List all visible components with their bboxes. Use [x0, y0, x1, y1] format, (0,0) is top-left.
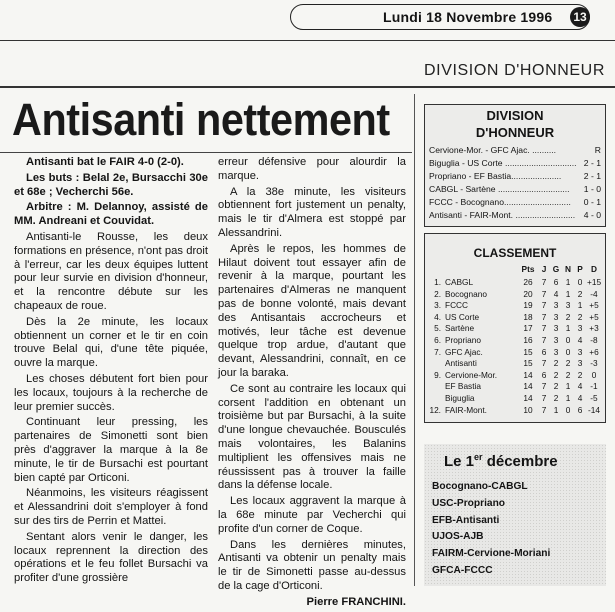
- standings-cell-g: 2: [553, 393, 559, 403]
- standings-cell-p: 6: [577, 404, 583, 415]
- article-paragraph: A la 38e minute, les visiteurs obtiennent fort justement un penalty, mais le tir d'Almera est stoppé par Alessandrini.: [218, 185, 406, 239]
- standings-cell-j: 7: [541, 323, 547, 334]
- standings-cell-j: 7: [541, 381, 547, 392]
- standings-cell-p: 2: [577, 311, 583, 322]
- page-number-badge: 13: [570, 7, 590, 27]
- standings-cell-d: +15: [587, 277, 602, 287]
- result-score: 4 - 0: [583, 210, 601, 220]
- results-title-line-1: DIVISION: [486, 108, 544, 123]
- article-column-2: [218, 156, 406, 612]
- standings-cell-n: 1: [565, 323, 571, 334]
- standings-cell-d: +3: [589, 323, 599, 334]
- section-title: DIVISION D'HONNEUR: [424, 62, 605, 79]
- standings-cell-pts: 15: [523, 346, 533, 357]
- standings-rank: 12.: [429, 404, 441, 415]
- standings-cell-j: 7: [541, 277, 547, 287]
- fixture-item: USC-Propriano: [432, 497, 506, 509]
- standings-header-cell: N: [565, 264, 571, 274]
- standings-cell-j: 7: [541, 404, 547, 415]
- standings-cell-pts: 19: [523, 300, 533, 311]
- standings-team: Propriano: [445, 335, 481, 345]
- standings-rank: 4.: [434, 311, 441, 322]
- standings-rank: 2.: [434, 288, 441, 299]
- results-title-line-2: D'HONNEUR: [475, 125, 555, 140]
- standings-header-cell: Pts: [521, 264, 535, 274]
- standings-rank: 1.: [434, 277, 441, 287]
- standings-rank: 6.: [434, 335, 441, 345]
- standings-cell-d: -14: [588, 404, 600, 415]
- standings-cell-p: 2: [577, 288, 583, 299]
- standings-rank: 9.: [434, 369, 441, 380]
- standings-cell-pts: 14: [523, 393, 533, 403]
- standings-cell-g: 3: [553, 335, 559, 345]
- article-paragraph: Antisanti-le Rousse, les deux formations en présence, n'ont pas droit à l'erreur, car les deux équipes luttent pour leur survie en division d'honneur, et la rencontre débute sur les chapeaux de roue.: [14, 230, 208, 312]
- article-paragraph: Sentant alors venir le danger, les locaux reprennent la direction des opérations et le feu follet Bursachi va profiter d'une grossière: [14, 530, 208, 585]
- result-score: 1 - 0: [583, 184, 601, 194]
- article-paragraph: Continuant leur pressing, les partenaires de Simonetti sont bien près d'aggraver la marque à la 8e minute, le tir de Bursachi est pourtant bien capté par Orticoni.: [14, 416, 208, 484]
- standings-cell-n: 1: [565, 277, 571, 287]
- standings-cell-g: 2: [553, 358, 559, 369]
- standings-cell-n: 1: [565, 393, 571, 403]
- standings-rank: 7.: [434, 346, 441, 357]
- standings-cell-n: 0: [565, 404, 571, 415]
- result-match: Propriano - EF Bastia.....................: [429, 171, 562, 181]
- standings-team: Antisanti: [445, 358, 477, 369]
- headline-rule: [0, 152, 412, 153]
- result-match: CABGL - Sartène ..............................: [429, 184, 570, 194]
- standings-cell-pts: 15: [523, 358, 533, 369]
- standings-team: Cervione-Mor.: [445, 369, 498, 380]
- header-rule: [0, 40, 615, 41]
- fixture-item: Bocognano-CABGL: [432, 481, 528, 492]
- standings-cell-p: 3: [577, 323, 583, 334]
- standings-cell-p: 3: [577, 358, 583, 369]
- next-round-title-sup: er: [474, 452, 483, 462]
- result-match: FCCC - Bocognano............................: [429, 197, 571, 207]
- standings-cell-n: 2: [565, 311, 571, 322]
- results-box: [424, 104, 606, 227]
- fixture-item: FAIRM-Cervione-Moriani: [432, 548, 551, 560]
- standings-team: CABGL: [445, 277, 474, 287]
- standings-team: FAIR-Mont.: [445, 404, 487, 415]
- standings-cell-p: 3: [577, 346, 583, 357]
- standings-cell-j: 7: [541, 335, 547, 345]
- standings-cell-pts: 26: [523, 277, 533, 287]
- next-round-title-suffix: décembre: [482, 453, 558, 470]
- fixture-item: UJOS-AJB: [432, 531, 484, 543]
- standings-cell-n: 1: [565, 381, 571, 392]
- standings-cell-g: 4: [553, 288, 559, 299]
- standings-cell-p: 4: [577, 381, 583, 392]
- result-match: Cervione-Mor. - GFC Ajac. ..........: [429, 145, 557, 155]
- standings-header-cell: G: [552, 264, 560, 274]
- article-paragraph: Ce sont au contraire les locaux qui corsent l'addition en obtenant un troisième but par Bursachi, à la suite d'une longue chevauchée. Bousculés mais volontaires, les Balanins multiplient les offensives mais ne réussissent pas à trouver la faille dans la défense locale.: [218, 382, 406, 492]
- standings-cell-pts: 14: [523, 381, 533, 392]
- standings-cell-d: 0: [591, 369, 597, 380]
- article-paragraph: Dès la 2e minute, les locaux obtiennent un corner et le tir en coin trouve Belal qui, d'une tête piquée, ouvre la marque.: [14, 315, 208, 370]
- standings-cell-g: 3: [553, 311, 559, 322]
- result-score: 2 - 1: [583, 158, 601, 168]
- standings-cell-g: 2: [553, 369, 559, 380]
- article-paragraph: Les choses débutent fort bien pour les locaux, toujours à la recherche de leur premier succès.: [14, 372, 208, 413]
- results-title: [425, 107, 605, 141]
- standings-cell-p: 4: [577, 335, 583, 345]
- standings-header-cell: J: [541, 264, 547, 274]
- standings-team: Biguglia: [445, 393, 475, 403]
- standings-cell-d: +6: [589, 346, 599, 357]
- article-headline: Antisanti nettement: [12, 94, 390, 145]
- standings-cell-d: -1: [590, 381, 598, 392]
- article-paragraph: Néanmoins, les visiteurs réagissent et Alessandrini doit s'employer à fond sur des tirs de Perrin et Mattei.: [14, 487, 208, 527]
- standings-cell-j: 6: [541, 369, 547, 380]
- standings-cell-d: -4: [590, 288, 598, 299]
- standings-cell-pts: 20: [523, 288, 533, 299]
- standings-cell-p: 4: [577, 393, 583, 403]
- standings-cell-pts: 18: [523, 311, 533, 322]
- standings-cell-n: 1: [565, 288, 571, 299]
- standings-header-cell: P: [577, 264, 583, 274]
- standings-cell-d: +5: [589, 311, 599, 322]
- article-paragraph: erreur défensive pour alourdir la marque.: [218, 156, 406, 182]
- standings-cell-j: 7: [541, 311, 547, 322]
- next-round-box: [424, 444, 606, 586]
- standings-cell-n: 3: [565, 300, 571, 311]
- standings-rank: 3.: [434, 300, 441, 311]
- standings-cell-pts: 14: [523, 369, 533, 380]
- article-signature: Pierre FRANCHINI.: [306, 595, 406, 608]
- standings-cell-j: 6: [541, 346, 547, 357]
- next-round-title-prefix: Le 1: [444, 453, 475, 470]
- standings-cell-d: -5: [590, 393, 598, 403]
- standings-header-cell: D: [591, 264, 597, 274]
- standings-team: GFC Ajac.: [445, 346, 483, 357]
- standings-cell-p: 0: [577, 277, 583, 287]
- standings-cell-p: 1: [577, 300, 583, 311]
- standings-cell-g: 1: [553, 404, 559, 415]
- next-round-title: [444, 452, 558, 470]
- standings-cell-g: 6: [553, 277, 559, 287]
- standings-cell-n: 2: [565, 369, 571, 380]
- standings-cell-n: 0: [565, 335, 571, 345]
- standings-cell-j: 7: [541, 358, 547, 369]
- standings-table: [424, 233, 606, 423]
- standings-team: EF Bastia: [445, 381, 481, 392]
- article-paragraph: Arbitre : M. Delannoy, assisté de MM. Andreani et Couvidat.: [14, 201, 208, 228]
- standings-rank: 5.: [434, 323, 441, 334]
- standings-cell-p: 2: [577, 369, 583, 380]
- section-rule: [0, 86, 615, 88]
- result-score: 0 - 1: [583, 197, 601, 207]
- standings-team: FCCC: [445, 300, 469, 311]
- article-paragraph: Antisanti bat le FAIR 4-0 (2-0).: [26, 156, 184, 168]
- date-text: Lundi 18 Novembre 1996: [383, 9, 553, 25]
- standings-cell-n: 0: [565, 346, 571, 357]
- article-paragraph: Les buts : Belal 2e, Bursacchi 30e et 68e ; Vecherchi 56e.: [14, 171, 208, 198]
- result-match: Antisanti - FAIR-Mont. .........................: [429, 210, 576, 220]
- standings-cell-n: 2: [565, 358, 571, 369]
- standings-cell-j: 7: [541, 300, 547, 311]
- fixture-item: EFB-Antisanti: [432, 514, 500, 526]
- standings-cell-d: -8: [590, 335, 598, 345]
- standings-cell-j: 7: [541, 288, 547, 299]
- standings-cell-g: 2: [553, 381, 559, 392]
- standings-cell-pts: 10: [523, 404, 533, 415]
- standings-cell-d: -3: [590, 358, 598, 369]
- article-paragraph: Dans les dernières minutes, Antisanti va obtenir un penalty mais le tir de Simonetti passe au-dessus de la cage d'Orticoni.: [218, 538, 406, 592]
- standings-cell-g: 3: [553, 346, 559, 357]
- article-paragraph: Après le repos, les hommes de Hilaut doivent tout essayer afin de revenir à la marque, pourtant les partenaires d'Almeras ne manquent pas de bonne volonté, mais devant des Antisantais accrocheurs et motivés, leur tâche est devenue quelque trop ardue, d'autant que devant, Alessandrini, connaît, en ce jour la baraka.: [218, 242, 406, 379]
- column-divider: [414, 94, 415, 586]
- standings-team: US Corte: [445, 311, 480, 322]
- standings-cell-g: 3: [553, 323, 559, 334]
- standings-team: Bocognano: [445, 288, 487, 299]
- article-column-1: [14, 156, 208, 588]
- result-score: 2 - 1: [583, 171, 601, 181]
- fixture-item: GFCA-FCCC: [432, 565, 493, 576]
- standings-cell-j: 7: [541, 393, 547, 403]
- standings-title: CLASSEMENT: [473, 246, 557, 260]
- standings-cell-d: +5: [589, 300, 599, 311]
- article-paragraph: Les locaux aggravent la marque à la 68e minute par Vecherchi qui profite d'un corner de Coque.: [218, 495, 406, 535]
- standings-cell-pts: 16: [523, 335, 533, 345]
- standings-cell-pts: 17: [523, 323, 533, 334]
- result-score: R: [594, 145, 601, 155]
- result-match: Biguglia - US Corte ..............................: [429, 158, 577, 168]
- standings-cell-g: 3: [553, 300, 559, 311]
- standings-team: Sartène: [445, 323, 475, 334]
